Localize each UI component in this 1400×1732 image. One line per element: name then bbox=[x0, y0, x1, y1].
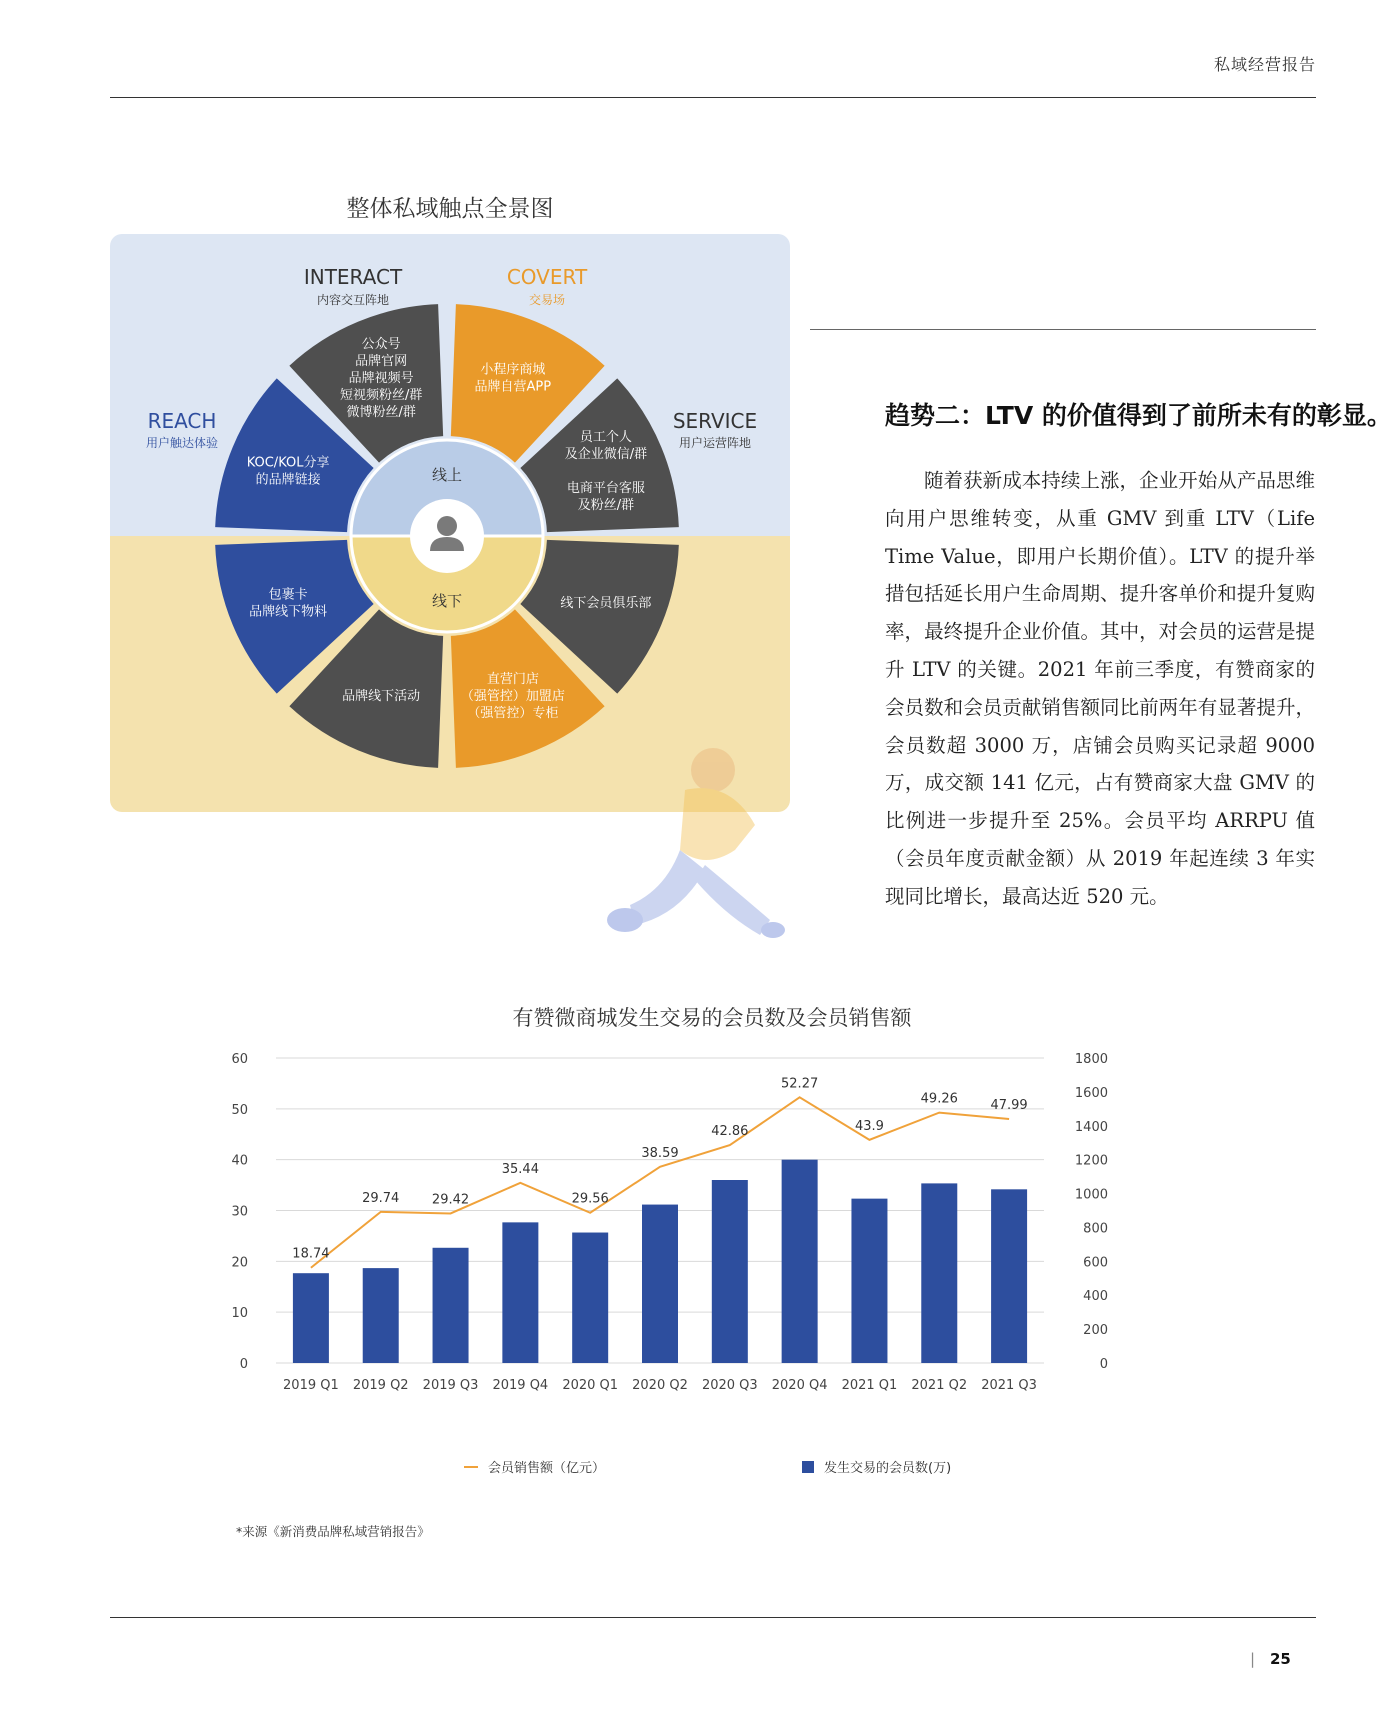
bar-2 bbox=[363, 1268, 399, 1363]
line-data-label: 49.26 bbox=[920, 1091, 958, 1107]
x-tick-label: 2019 Q3 bbox=[422, 1378, 479, 1393]
legend-bar-swatch bbox=[802, 1461, 814, 1473]
y-right-tick: 200 bbox=[1083, 1323, 1108, 1339]
x-tick-label: 2019 Q2 bbox=[352, 1378, 409, 1393]
segment-text-top-left: 短视频粉丝/群 bbox=[339, 388, 423, 404]
article-title: 趋势二：LTV 的价值得到了前所未有的彰显。 bbox=[885, 401, 1392, 430]
interact-sub: 内容交互阵地 bbox=[316, 293, 390, 307]
y-right-tick: 800 bbox=[1083, 1221, 1108, 1237]
line-data-label: 29.56 bbox=[571, 1191, 609, 1207]
footer-rule bbox=[110, 1617, 1316, 1618]
line-data-label: 43.9 bbox=[854, 1118, 884, 1134]
y-right-tick: 0 bbox=[1099, 1357, 1108, 1372]
x-tick-label: 2021 Q1 bbox=[841, 1378, 898, 1393]
interact-label: INTERACT bbox=[303, 265, 403, 289]
line-data-label: 29.42 bbox=[431, 1192, 470, 1208]
line-data-label: 18.74 bbox=[292, 1246, 330, 1262]
y-right-tick: 1600 bbox=[1074, 1085, 1108, 1101]
line-data-label: 42.86 bbox=[711, 1124, 749, 1140]
segment-text-right-lower: 线下会员俱乐部 bbox=[560, 595, 652, 611]
service-sub: 用户运营阵地 bbox=[678, 436, 752, 450]
bar-10 bbox=[921, 1183, 957, 1363]
y-right-tick: 1200 bbox=[1074, 1153, 1108, 1169]
line-data-label: 47.99 bbox=[990, 1098, 1028, 1114]
x-tick-label: 2020 Q4 bbox=[771, 1378, 828, 1393]
article-body: 随着获新成本持续上涨，企业开始从产品思维向用户思维转变，从重 GMV 到重 LTV（Life Time Value，即用户长期价值）。LTV 的提升举措包括延长用户生命周期、提升客单价和提升复购率，最终提升企业价值。其中，对会员的运营是提升 LTV 的关键。2021 年前三季度，有赞商家的会员数和会员贡献销售额同比前两年有显著提升，会员数超 3000 万，店铺会员购买记录超 9000 万，成交额 141 亿元，占有赞商家大盘 GMV 的比例进一步提升至 25%。会员平均 ARRPU 值（会员年度贡献金额）从 2019 年起连续 3 年实现同比增长，最高达近 520 元。 bbox=[885, 469, 1315, 908]
x-tick-label: 2020 Q1 bbox=[562, 1378, 619, 1393]
segment-text-top-left: 品牌视频号 bbox=[348, 371, 414, 387]
segment-text-left-upper: 的品牌链接 bbox=[255, 472, 321, 488]
segment-text-top-left: 品牌官网 bbox=[355, 354, 408, 370]
source-note: *来源《新消费品牌私域营销报告》 bbox=[236, 1524, 430, 1539]
chart-title: 有赞微商城发生交易的会员数及会员销售额 bbox=[512, 1006, 912, 1030]
reach-sub: 用户触达体验 bbox=[145, 436, 219, 450]
y-right-tick: 1400 bbox=[1074, 1119, 1108, 1135]
x-tick-label: 2020 Q3 bbox=[701, 1378, 758, 1393]
y-left-tick: 10 bbox=[231, 1306, 248, 1322]
y-left-tick: 50 bbox=[231, 1102, 248, 1118]
bar-6 bbox=[642, 1205, 678, 1363]
running-header: 私域经营报告 bbox=[1213, 55, 1316, 74]
legend-line-label: 会员销售额（亿元） bbox=[488, 1461, 606, 1476]
x-tick-label: 2019 Q1 bbox=[283, 1378, 339, 1393]
y-right-tick: 1800 bbox=[1074, 1052, 1108, 1067]
segment-text-right-upper: 及粉丝/群 bbox=[577, 498, 635, 514]
bar-5 bbox=[572, 1233, 608, 1363]
legend-bar-label: 发生交易的会员数(万) bbox=[824, 1461, 952, 1476]
line-data-label: 52.27 bbox=[781, 1076, 819, 1092]
page-number: 25 bbox=[1270, 1650, 1291, 1668]
reach-label: REACH bbox=[147, 409, 217, 433]
offline-label: 线下 bbox=[431, 592, 463, 610]
x-tick-label: 2019 Q4 bbox=[492, 1378, 549, 1393]
segment-text-top-left: 微博粉丝/群 bbox=[346, 405, 416, 421]
y-left-tick: 0 bbox=[239, 1357, 248, 1372]
runner-illustration bbox=[585, 730, 825, 980]
segment-text-right-upper: 及企业微信/群 bbox=[564, 447, 648, 463]
bar-7 bbox=[712, 1180, 748, 1363]
segment-text-top-right: 品牌自营APP bbox=[474, 379, 552, 395]
bar-3 bbox=[433, 1248, 469, 1363]
bar-11 bbox=[991, 1189, 1027, 1363]
y-left-tick: 20 bbox=[231, 1255, 248, 1271]
segment-text-top-left: 公众号 bbox=[361, 337, 401, 353]
line-data-label: 29.74 bbox=[362, 1190, 400, 1206]
y-left-tick: 30 bbox=[231, 1204, 248, 1220]
bar-8 bbox=[782, 1160, 818, 1363]
y-left-tick: 40 bbox=[231, 1153, 248, 1169]
page-separator: | bbox=[1250, 1650, 1256, 1668]
segment-text-left-lower: 包裹卡 bbox=[268, 587, 308, 603]
segment-text-bottom-right: 直营门店 bbox=[486, 671, 539, 687]
segment-text-top-right: 小程序商城 bbox=[480, 362, 546, 378]
bar-9 bbox=[851, 1199, 887, 1363]
covert-label: COVERT bbox=[506, 265, 588, 289]
segment-text-bottom-left: 品牌线下活动 bbox=[342, 688, 421, 704]
segment-text-bottom-right: （强管控）加盟店 bbox=[460, 688, 565, 704]
diagram-title: 整体私域触点全景图 bbox=[346, 196, 554, 222]
line-data-label: 35.44 bbox=[501, 1161, 539, 1177]
header-rule bbox=[110, 97, 1316, 98]
x-tick-label: 2020 Q2 bbox=[632, 1378, 688, 1393]
segment-text-left-lower: 品牌线下物料 bbox=[249, 604, 328, 620]
y-right-tick: 1000 bbox=[1074, 1187, 1108, 1203]
touchpoint-diagram bbox=[110, 234, 790, 812]
article-rule bbox=[810, 329, 1316, 330]
line-data-label: 38.59 bbox=[641, 1145, 679, 1161]
bar-4 bbox=[502, 1222, 538, 1363]
member-sales-chart bbox=[231, 995, 1196, 1495]
segment-text-right-upper: 电商平台客服 bbox=[566, 481, 645, 497]
service-label: SERVICE bbox=[672, 409, 758, 433]
covert-sub: 交易场 bbox=[528, 293, 566, 307]
segment-text-bottom-right: （强管控）专柜 bbox=[467, 705, 559, 721]
bar-1 bbox=[293, 1273, 329, 1363]
y-right-tick: 400 bbox=[1083, 1289, 1108, 1305]
segment-text-left-upper: KOC/KOL分享 bbox=[246, 455, 330, 471]
x-tick-label: 2021 Q2 bbox=[911, 1378, 968, 1393]
y-left-tick: 60 bbox=[231, 1052, 248, 1067]
x-tick-label: 2021 Q3 bbox=[981, 1378, 1037, 1393]
segment-text-right-upper: 员工个人 bbox=[579, 430, 632, 446]
online-label: 线上 bbox=[431, 466, 463, 484]
y-right-tick: 600 bbox=[1083, 1255, 1108, 1271]
